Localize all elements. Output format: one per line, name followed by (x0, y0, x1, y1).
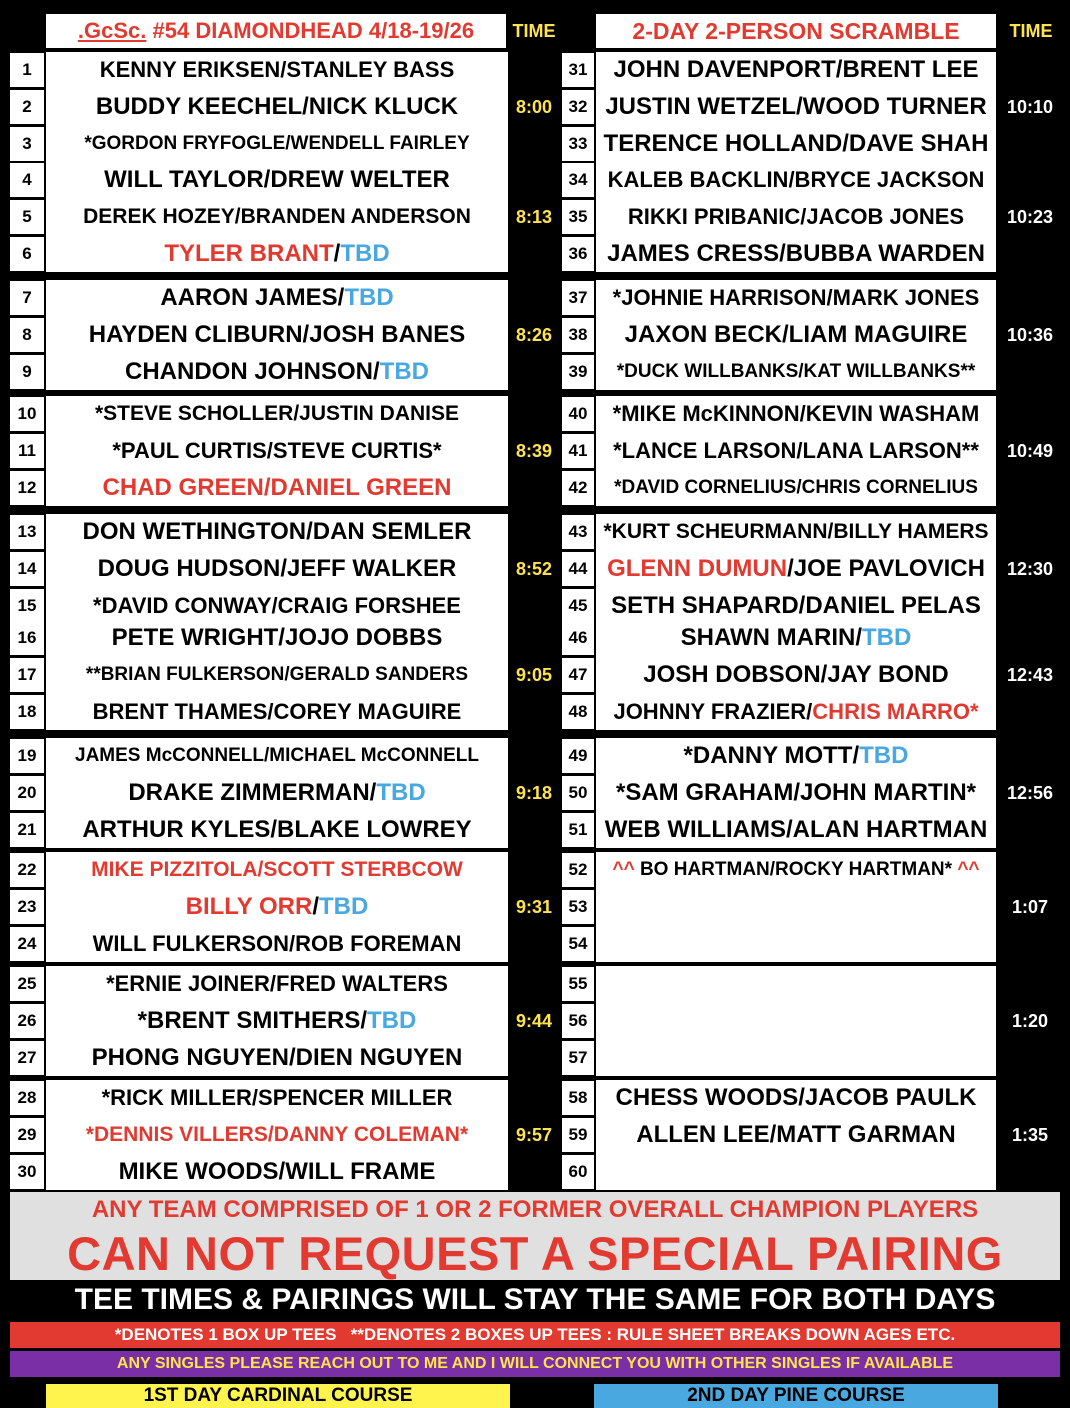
pairing-text: *PAUL CURTIS/STEVE CURTIS* (112, 438, 442, 463)
tee-time: 10:10 (1006, 96, 1054, 117)
team-number: 23 (10, 890, 44, 924)
team-number: 20 (10, 776, 44, 810)
team-pairing (596, 355, 996, 389)
right-time-header: TIME (1009, 20, 1053, 41)
team-number: 38 (562, 318, 594, 352)
pairing-text: ^^ (612, 859, 635, 880)
team-pairing (46, 658, 508, 692)
team-pairing (596, 621, 996, 655)
pairing-group (596, 738, 996, 848)
tee-time: 9:05 (515, 664, 553, 685)
team-number: 16 (10, 621, 44, 655)
tee-time: 8:52 (515, 558, 553, 579)
team-number: 55 (562, 967, 594, 1001)
tee-time: 8:13 (515, 206, 553, 227)
day2-course-label: 2ND DAY PINE COURSE (594, 1384, 998, 1408)
pairing-text: DON WETHINGTON/DAN SEMLER (82, 518, 472, 545)
team-number: 3 (10, 127, 44, 161)
team-pairing (46, 53, 508, 87)
team-pairing (46, 1004, 508, 1038)
pairing-text: MIKE WOODS/WILL FRAME (118, 1158, 436, 1185)
pairing-text: KALEB BACKLIN/BRYCE JACKSON (607, 167, 985, 192)
pairing-text: TBD (862, 624, 912, 651)
team-number: 32 (562, 90, 594, 124)
tee-time: 1:20 (1011, 1010, 1049, 1031)
team-number: 48 (562, 695, 594, 729)
team-pairing (596, 813, 996, 847)
team-pairing (596, 967, 996, 1001)
tee-time: 8:26 (515, 324, 553, 345)
pairing-text: ALLEN LEE/MATT GARMAN (636, 1121, 956, 1148)
pairing-group (46, 396, 508, 506)
team-pairing (596, 53, 996, 87)
pairing-text: CHANDON JOHNSON/ (124, 358, 380, 385)
tee-time: 10:23 (1006, 206, 1054, 227)
pairing-text: JUSTIN WETZEL/WOOD TURNER (605, 93, 987, 120)
team-pairing (596, 927, 996, 961)
team-number: 33 (562, 127, 594, 161)
champion-notice (10, 1192, 1060, 1280)
team-number: 37 (562, 281, 594, 315)
team-number: 49 (562, 739, 594, 773)
team-pairing (596, 434, 996, 468)
pairing-text: *STEVE SCHOLLER/JUSTIN DANISE (94, 402, 460, 425)
pairing-group (46, 738, 508, 848)
team-number: 2 (10, 90, 44, 124)
team-pairing (46, 471, 508, 505)
pairing-text: AARON JAMES/ (160, 284, 345, 311)
team-pairing (596, 890, 996, 924)
pairing-text: JOSH DOBSON/JAY BOND (643, 661, 949, 688)
pairing-group (46, 514, 508, 624)
team-number: 34 (562, 163, 594, 197)
team-pairing (596, 318, 996, 352)
team-pairing (596, 397, 996, 431)
pairing-group (596, 966, 996, 1076)
left-time-header: TIME (512, 20, 556, 41)
team-number: 6 (10, 237, 44, 271)
pairing-group (596, 1080, 996, 1190)
tee-time: 1:35 (1011, 1124, 1049, 1145)
team-number: 21 (10, 813, 44, 847)
pairing-group (596, 620, 996, 730)
team-number: 58 (562, 1081, 594, 1115)
pairing-text: DEREK HOZEY/BRANDEN ANDERSON (83, 205, 471, 228)
team-number: 10 (10, 397, 44, 431)
pairing-text: JAXON BECK/LIAM MAGUIRE (624, 321, 968, 348)
team-pairing (46, 739, 508, 773)
pairing-group (596, 280, 996, 390)
team-number: 31 (562, 53, 594, 87)
team-pairing (46, 200, 508, 234)
same-both-days-notice: TEE TIMES & PAIRINGS WILL STAY THE SAME FOR BOTH DAYS (74, 1283, 996, 1316)
team-number: 59 (562, 1118, 594, 1152)
pairing-text: TBD (319, 893, 369, 920)
team-number: 9 (10, 355, 44, 389)
tee-time: 9:31 (515, 896, 553, 917)
team-number: 15 (10, 589, 44, 623)
team-number: 51 (562, 813, 594, 847)
team-pairing (46, 621, 508, 655)
team-number: 24 (10, 927, 44, 961)
tee-time: 12:43 (1006, 664, 1054, 685)
team-pairing (596, 739, 996, 773)
pairing-text: *BRENT SMITHERS/ (137, 1007, 368, 1034)
pairing-text: *ERNIE JOINER/FRED WALTERS (106, 971, 448, 996)
team-pairing (46, 127, 508, 161)
team-number: 27 (10, 1041, 44, 1075)
tee-time: 12:30 (1006, 558, 1054, 579)
team-number: 13 (10, 515, 44, 549)
team-number: 1 (10, 53, 44, 87)
event-title-prefix: .GcSc. (77, 18, 147, 43)
team-pairing (596, 589, 996, 623)
team-pairing (596, 1004, 996, 1038)
pairing-text: GLENN DUMUN (607, 555, 788, 582)
team-number: 44 (562, 552, 594, 586)
pairing-text: *GORDON FRYFOGLE/WENDELL FAIRLEY (84, 133, 470, 154)
team-number: 18 (10, 695, 44, 729)
pairing-text: WEB WILLIAMS/ALAN HARTMAN (604, 816, 988, 843)
tee-time: 8:39 (515, 440, 553, 461)
pairing-group (46, 620, 508, 730)
pairing-text: SHAWN MARIN/ (680, 624, 862, 651)
team-number: 14 (10, 552, 44, 586)
team-number: 50 (562, 776, 594, 810)
pairing-text: RIKKI PRIBANIC/JACOB JONES (627, 204, 965, 229)
team-pairing (596, 1118, 996, 1152)
pairing-text: **BRIAN FULKERSON/GERALD SANDERS (85, 664, 469, 685)
pairing-group (46, 52, 508, 162)
pairing-text: *DAVID CORNELIUS/CHRIS CORNELIUS (614, 477, 978, 498)
team-pairing (46, 967, 508, 1001)
pairing-group (596, 852, 996, 962)
team-number: 39 (562, 355, 594, 389)
team-pairing (46, 515, 508, 549)
event-title (46, 14, 506, 48)
team-pairing (46, 927, 508, 961)
team-number: 41 (562, 434, 594, 468)
team-pairing (596, 853, 996, 887)
team-number: 45 (562, 589, 594, 623)
team-number: 52 (562, 853, 594, 887)
team-number: 57 (562, 1041, 594, 1075)
team-pairing (46, 163, 508, 197)
team-pairing (596, 1081, 996, 1115)
pairing-text: JAMES CRESS/BUBBA WARDEN (607, 240, 985, 267)
team-number: 42 (562, 471, 594, 505)
pairing-text: KENNY ERIKSEN/STANLEY BASS (99, 57, 455, 82)
tees-legend: *DENOTES 1 BOX UP TEES **DENOTES 2 BOXES UP TEES : RULE SHEET BREAKS DOWN AGES ETC. (10, 1322, 1060, 1348)
team-pairing (596, 552, 996, 586)
team-number: 43 (562, 515, 594, 549)
pairing-group (46, 280, 508, 390)
team-pairing (46, 434, 508, 468)
pairing-text: TBD (376, 779, 426, 806)
pairing-text: TBD (859, 742, 909, 769)
pairing-text: *LANCE LARSON/LANA LARSON** (613, 438, 979, 463)
pairing-text: TERENCE HOLLAND/DAVE SHAH (603, 130, 989, 157)
pairing-group (596, 514, 996, 624)
pairing-text: CHRIS MARRO* (812, 699, 979, 724)
team-pairing (46, 552, 508, 586)
team-pairing (596, 1041, 996, 1075)
pairing-group (596, 396, 996, 506)
pairing-text: *DUCK WILLBANKS/KAT WILLBANKS** (616, 361, 976, 382)
team-number: 25 (10, 967, 44, 1001)
team-number: 7 (10, 281, 44, 315)
champion-notice-line1: ANY TEAM COMPRISED OF 1 OR 2 FORMER OVERALL CHAMPION PLAYERS (91, 1196, 979, 1223)
pairing-text: TBD (379, 358, 429, 385)
team-number: 35 (562, 200, 594, 234)
team-pairing (46, 1041, 508, 1075)
team-pairing (596, 127, 996, 161)
pairing-text: MIKE PIZZITOLA/SCOTT STERBCOW (91, 858, 463, 881)
pairing-text: BRENT THAMES/COREY MAGUIRE (92, 699, 462, 724)
team-number: 19 (10, 739, 44, 773)
tee-time: 10:49 (1006, 440, 1054, 461)
team-number: 5 (10, 200, 44, 234)
champion-notice-line2: CAN NOT REQUEST A SPECIAL PAIRING (67, 1227, 1003, 1280)
pairing-text: JAMES McCONNELL/MICHAEL McCONNELL (75, 745, 479, 766)
team-pairing (596, 237, 996, 271)
team-pairing (46, 853, 508, 887)
pairing-group (46, 1080, 508, 1190)
team-pairing (46, 318, 508, 352)
pairing-text: *DENNIS VILLERS/DANNY COLEMAN* (85, 1123, 469, 1146)
pairing-text: CHESS WOODS/JACOB PAULK (615, 1084, 977, 1111)
pairing-text: BILLY ORR (185, 893, 313, 920)
team-pairing (46, 695, 508, 729)
team-pairing (596, 200, 996, 234)
pairing-group (596, 162, 996, 272)
singles-notice: ANY SINGLES PLEASE REACH OUT TO ME AND I WILL CONNECT YOU WITH OTHER SINGLES IF AVAILABLE (10, 1351, 1060, 1377)
pairing-group (596, 52, 996, 162)
team-number: 53 (562, 890, 594, 924)
team-number: 12 (10, 471, 44, 505)
pairing-group (46, 162, 508, 272)
team-pairing (596, 90, 996, 124)
pairing-text: BUDDY KEECHEL/NICK KLUCK (95, 93, 459, 120)
pairing-text: *MIKE McKINNON/KEVIN WASHAM (612, 401, 980, 426)
team-pairing (46, 237, 508, 271)
tee-time: 9:44 (515, 1010, 553, 1031)
scramble-title: 2-DAY 2-PERSON SCRAMBLE (596, 14, 996, 48)
team-number: 36 (562, 237, 594, 271)
team-pairing (46, 589, 508, 623)
team-pairing (596, 695, 996, 729)
team-pairing (596, 1155, 996, 1189)
team-pairing (46, 813, 508, 847)
team-number: 40 (562, 397, 594, 431)
event-title-rest: #54 DIAMONDHEAD 4/18-19/26 (146, 18, 475, 43)
tee-time: 9:18 (515, 782, 553, 803)
pairing-text: *KURT SCHEURMANN/BILLY HAMERS (603, 520, 989, 543)
team-number: 29 (10, 1118, 44, 1152)
team-pairing (596, 658, 996, 692)
pairing-group (46, 966, 508, 1076)
team-number: 22 (10, 853, 44, 887)
team-pairing (46, 890, 508, 924)
team-pairing (46, 90, 508, 124)
pairing-text: *SAM GRAHAM/JOHN MARTIN* (616, 779, 976, 806)
team-number: 60 (562, 1155, 594, 1189)
pairing-text: JOHN DAVENPORT/BRENT LEE (613, 56, 979, 83)
team-pairing (46, 355, 508, 389)
team-number: 17 (10, 658, 44, 692)
team-number: 47 (562, 658, 594, 692)
pairing-text: *DAVID CONWAY/CRAIG FORSHEE (93, 593, 461, 618)
team-number: 54 (562, 927, 594, 961)
pairing-text: CHAD GREEN/DANIEL GREEN (102, 474, 452, 501)
team-number: 11 (10, 434, 44, 468)
team-number: 26 (10, 1004, 44, 1038)
tee-time: 12:56 (1006, 782, 1054, 803)
pairing-text: *RICK MILLER/SPENCER MILLER (101, 1085, 453, 1110)
pairing-text: WILL FULKERSON/ROB FOREMAN (92, 931, 462, 956)
team-pairing (46, 1118, 508, 1152)
team-pairing (596, 776, 996, 810)
team-number: 8 (10, 318, 44, 352)
pairing-text: TYLER BRANT (164, 240, 334, 267)
team-pairing (46, 1081, 508, 1115)
pairing-text: *JOHNIE HARRISON/MARK JONES (612, 285, 980, 310)
pairing-text: *DANNY MOTT/ (683, 742, 860, 769)
pairing-text: ^^ (957, 859, 980, 880)
team-number: 56 (562, 1004, 594, 1038)
team-pairing (46, 397, 508, 431)
pairing-text: PETE WRIGHT/JOJO DOBBS (111, 624, 443, 651)
day1-course-label: 1ST DAY CARDINAL COURSE (46, 1384, 510, 1408)
pairing-text: DRAKE ZIMMERMAN/ (128, 779, 377, 806)
team-pairing (46, 776, 508, 810)
pairing-text: TBD (367, 1007, 417, 1034)
pairing-text: ARTHUR KYLES/BLAKE LOWREY (82, 816, 472, 843)
pairing-text: TBD (344, 284, 394, 311)
team-pairing (46, 281, 508, 315)
pairing-text: BO HARTMAN/ROCKY HARTMAN* (634, 859, 958, 880)
team-number: 28 (10, 1081, 44, 1115)
pairing-text: JOHNNY FRAZIER/ (613, 699, 813, 724)
team-pairing (596, 515, 996, 549)
pairing-text: HAYDEN CLIBURN/JOSH BANES (88, 321, 466, 348)
team-pairing (596, 163, 996, 197)
tee-time: 10:36 (1006, 324, 1054, 345)
pairing-text: / (312, 893, 320, 920)
pairing-text: PHONG NGUYEN/DIEN NGUYEN (91, 1044, 463, 1071)
team-pairing (596, 281, 996, 315)
team-number: 46 (562, 621, 594, 655)
pairing-group (46, 852, 508, 962)
pairing-text: DOUG HUDSON/JEFF WALKER (97, 555, 457, 582)
pairing-text: / (333, 240, 341, 267)
pairing-text: /JOE PAVLOVICH (787, 555, 985, 582)
tee-time: 8:00 (515, 96, 553, 117)
tee-time: 9:57 (515, 1124, 553, 1145)
team-pairing (46, 1155, 508, 1189)
pairing-text: WILL TAYLOR/DREW WELTER (104, 166, 450, 193)
team-number: 30 (10, 1155, 44, 1189)
team-pairing (596, 471, 996, 505)
tee-time: 1:07 (1011, 896, 1049, 917)
team-number: 4 (10, 163, 44, 197)
pairing-text: SETH SHAPARD/DANIEL PELAS (611, 592, 981, 619)
pairing-text: TBD (340, 240, 390, 267)
